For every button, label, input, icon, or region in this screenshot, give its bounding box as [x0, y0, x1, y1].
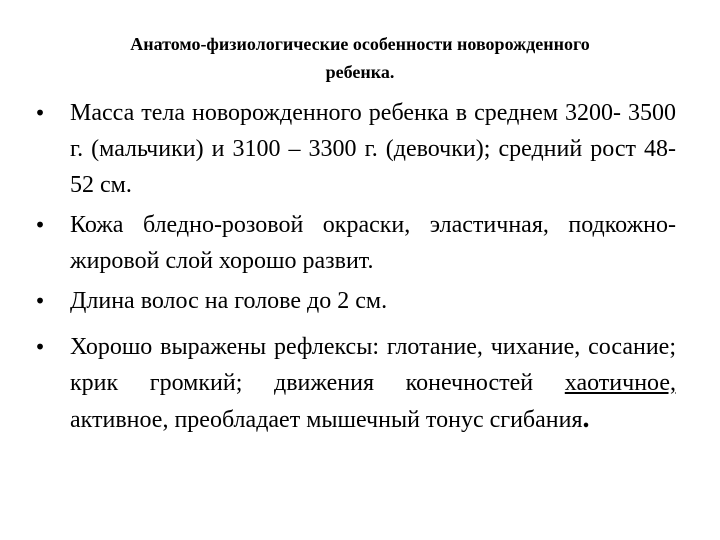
bullet-item-reflexes	[28, 329, 676, 438]
bullet-item-hair	[28, 283, 676, 319]
bullet-text: Длина волос на голове до 2 см.	[70, 288, 388, 314]
bullet-item-skin	[28, 207, 676, 279]
slide-title	[60, 30, 660, 86]
slide-title-line-2: ребенка.	[325, 62, 395, 82]
bullet-icon: •	[34, 101, 46, 125]
bullet-icon: •	[34, 289, 46, 313]
bullet-item-birth-weight	[28, 95, 676, 203]
bullet-text: Кожа бледно-розовой окраски, эластичная, подкожно- жировой слой хорошо развит.	[70, 212, 676, 274]
bullet-text-end: активное, преобладает мышечный тонус сгибания	[70, 407, 583, 433]
bullet-list	[28, 95, 676, 442]
bullet-icon: •	[34, 335, 46, 359]
bullet-text-start: Хорошо выражены рефлексы: глотание, чихание, сосание; крик громкий; движения конечностей	[70, 334, 676, 396]
bullet-text: Масса тела новорожденного ребенка в среднем 3200- 3500 г. (мальчики) и 3100 – 3300 г. (девочки); средний рост 48-52 см.	[70, 100, 676, 198]
bullet-text-underlined: хаотичное,	[564, 370, 676, 396]
bullet-final-period: .	[582, 403, 590, 434]
bullet-icon: •	[34, 213, 46, 237]
slide-title-line-1: Анатомо-физиологические особенности новорожденного	[130, 34, 590, 54]
